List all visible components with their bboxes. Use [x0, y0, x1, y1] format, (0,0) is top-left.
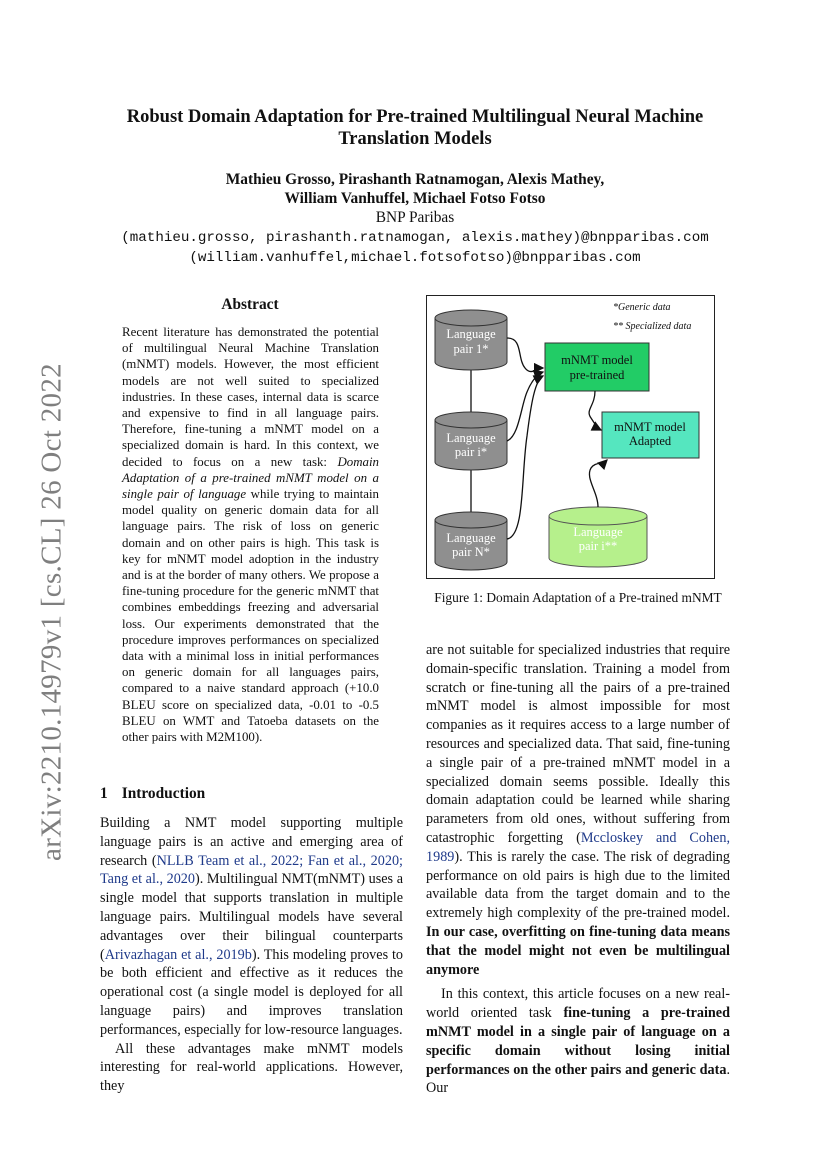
cylinder-pair-n: [435, 512, 507, 570]
cylinder-label: pair i**: [578, 539, 618, 553]
box-label: mNMT model: [614, 420, 686, 434]
cylinder-label: Language: [446, 531, 496, 545]
paragraph-text: In this context, this article focuses on a new real-world oriented task: [426, 986, 730, 1022]
paragraph-text: ). Multilingual NMT(mNMT) uses a single model that supports translation in multiple language pairs. Multilingual models have several advantages over their bilingual counterparts (: [100, 871, 403, 963]
email-line: (mathieu.grosso, pirashanth.ratnamogan, alexis.mathey)@bnpparibas.com: [121, 230, 709, 246]
citation-link[interactable]: NLLB Team et al., 2022; Fan et al., 2020; Tang et al., 2020: [100, 852, 403, 888]
abstract-text: Recent literature has demonstrated the potential of multilingual Neural Machine Translation (mNMT) models. However, the most efficient models are not well suited to specialized industries. In these cases, internal data is scarce and expensive to find in all language pairs. Therefore, fine-tuning a mNMT model on a specialized domain is hard. In this context, we decided to focus on a new task:: [122, 325, 379, 469]
author-list: [90, 170, 740, 208]
intro-left-column: [100, 814, 403, 1096]
cylinder-label: Language: [446, 431, 496, 445]
arxiv-identifier: arXiv:2210.14979v1 [cs.CL] 26 Oct 2022: [35, 363, 68, 861]
paragraph: [426, 985, 730, 1098]
box-label: Adapted: [628, 434, 672, 448]
paper-title: Robust Domain Adaptation for Pre-trained Multilingual Neural Machine Translation Models: [126, 107, 704, 149]
paragraph: [100, 1040, 403, 1096]
legend-generic-data: *Generic data: [613, 302, 671, 313]
cylinder-pair-i: [435, 412, 507, 470]
section-title: Introduction: [121, 785, 206, 802]
cylinder-label: pair 1*: [453, 342, 489, 356]
emphasis-text: fine-tuning a pre-trained mNMT model in a single pair of language on a specific domain without losing initial performances on the other pairs and generic data: [426, 1005, 730, 1078]
intro-right-column: [426, 641, 730, 1098]
cylinder-label: pair N*: [452, 545, 490, 559]
citation-link[interactable]: Mccloskey and Cohen, 1989: [426, 829, 730, 865]
abstract-body: [122, 324, 379, 745]
abstract-text: while trying to maintain model quality on generic domain data for all language pairs. The risk of loss on generic domain and on other pairs is high. This task is key for mNMT model adoption in the industry and is at the border of many others. We propose a fine-tuning procedure for the generic mNMT that combines embeddings freezing and adversarial loss. Our experiments demonstrated that the procedure improves performances on specialized data with a minimal loss in initial performances on generic domain for all languages pairs, compared to a naive standard approach (+10.0 BLEU score on specialized data, -0.01 to -0.5 BLEU on WMT and Tatoeba datasets on the other pairs with M2M100).: [122, 487, 379, 745]
paragraph-text: ). This is rarely the case. The risk of degrading performance on old pairs is high due to the limited available data from the target domain and to the extremely high complexity of the pre-trained model.: [426, 848, 730, 922]
cylinder-label: Language: [573, 525, 623, 539]
paragraph-text: ). This modeling proves to be both efficient and effective as it reduces the operational cost (a single model is deployed for all language pairs) and improves translation performances, especially for low-resource languages.: [100, 946, 403, 1038]
box-mnmt-pretrained: [545, 343, 649, 391]
arrow-pretrained-to-adapted: [589, 391, 601, 430]
paragraph-text: All these advantages make mNMT models interesting for real-world applications. However, they: [100, 1040, 403, 1095]
affiliation: BNP Paribas: [375, 209, 455, 226]
abstract-task-emphasis: Domain Adaptation of a pre-trained mNMT model on a single pair of language: [122, 454, 379, 502]
arrow-pairn-to-pretrained: [507, 376, 543, 539]
email-line: (william.vanhuffel,michael.fotsofotso)@bnpparibas.com: [189, 250, 641, 266]
cylinder-pair-specialized: [549, 507, 647, 567]
paragraph-text: . Our: [426, 1061, 730, 1097]
cylinder-label: pair i*: [454, 445, 488, 459]
legend-specialized-data: ** Specialized data: [613, 321, 692, 332]
author-line: Mathieu Grosso, Pirashanth Ratnamogan, Alexis Mathey,: [225, 171, 605, 188]
figure-1: [426, 295, 715, 579]
citation-link[interactable]: Arivazhagan et al., 2019b: [104, 946, 252, 963]
cylinder-label: Language: [446, 327, 496, 341]
box-mnmt-adapted: [602, 412, 699, 458]
paragraph-text: Building a NMT model supporting multiple language pairs is an active and emerging area of research (: [100, 815, 403, 869]
author-line: William Vanhuffel, Michael Fotso Fotso: [284, 190, 546, 207]
paragraph: [426, 641, 730, 979]
section-number: 1: [100, 785, 108, 802]
cylinder-pair-1: [435, 310, 507, 370]
arrow-pair1-to-pretrained: [507, 338, 543, 372]
paragraph-text: are not suitable for specialized industries that require domain-specific translation. Training a model from scratch or fine-tuning all the pairs of a pre-trained mNMT model is almost impossible for most companies as it requires access to a large number of resources and specialized data. That said, fine-tuning a single pair of a pre-trained mNMT model in a specialized domain seems possible. Ideally this domain adaptation could be learned while sharing parameters from old ones, without suffering from catastrophic forgetting (: [426, 642, 730, 846]
author-emails: [70, 228, 760, 268]
paragraph: [100, 814, 403, 1040]
domain-adaptation-diagram: [427, 296, 714, 578]
box-label: pre-trained: [569, 368, 625, 382]
figure-caption: Figure 1: Domain Adaptation of a Pre-trained mNMT: [434, 590, 722, 605]
emphasis-text: In our case, overfitting on fine-tuning data means that the model might not even be multilingual anymore: [426, 923, 730, 978]
abstract-heading: Abstract: [221, 296, 279, 313]
section-heading-introduction: [100, 785, 205, 803]
arrow-specialized-to-adapted: [589, 460, 607, 507]
box-label: mNMT model: [561, 353, 633, 367]
